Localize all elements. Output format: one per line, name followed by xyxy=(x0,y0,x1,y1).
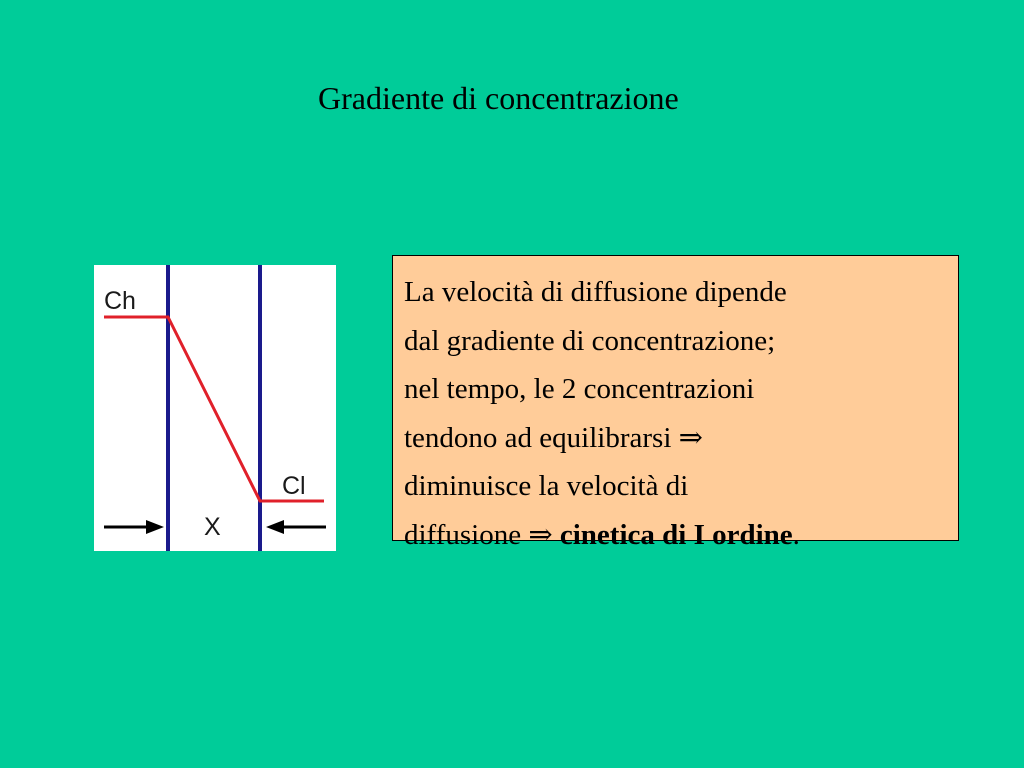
membrane-left-line xyxy=(166,265,170,551)
right-arrow-head-icon xyxy=(266,520,284,534)
text-line-2: dal gradiente di concentrazione; xyxy=(404,324,776,357)
text-line-3: nel tempo, le 2 concentrazioni xyxy=(404,373,755,406)
left-arrow-head-icon xyxy=(146,520,164,534)
first-order-kinetics-term: cinetica di I ordine xyxy=(559,518,793,551)
label-low-concentration: Cl xyxy=(282,472,306,500)
text-line-4 xyxy=(404,414,958,463)
explanation-text-box xyxy=(392,255,959,551)
label-high-concentration: Ch xyxy=(104,287,136,315)
concentration-gradient-diagram xyxy=(94,265,336,551)
label-thickness-x: X xyxy=(204,513,221,541)
text-line-6-gap xyxy=(553,519,560,551)
text-line-4-text: tendono ad equilibrarsi xyxy=(404,421,679,454)
slide-title: Gradiente di concentrazione xyxy=(318,80,679,116)
text-line-5: diminuisce la velocità di xyxy=(404,470,689,503)
implies-arrow-icon-2: ⇒ xyxy=(528,518,553,551)
text-line-6-end: . xyxy=(792,518,800,551)
text-line-6-text: diffusione xyxy=(404,518,529,551)
text-line-6 xyxy=(404,511,958,560)
text-line-1: La velocità di diffusione dipende xyxy=(404,276,787,308)
implies-arrow-icon: ⇒ xyxy=(678,421,703,454)
diagram-canvas xyxy=(94,265,336,551)
membrane-right-line xyxy=(258,265,262,551)
